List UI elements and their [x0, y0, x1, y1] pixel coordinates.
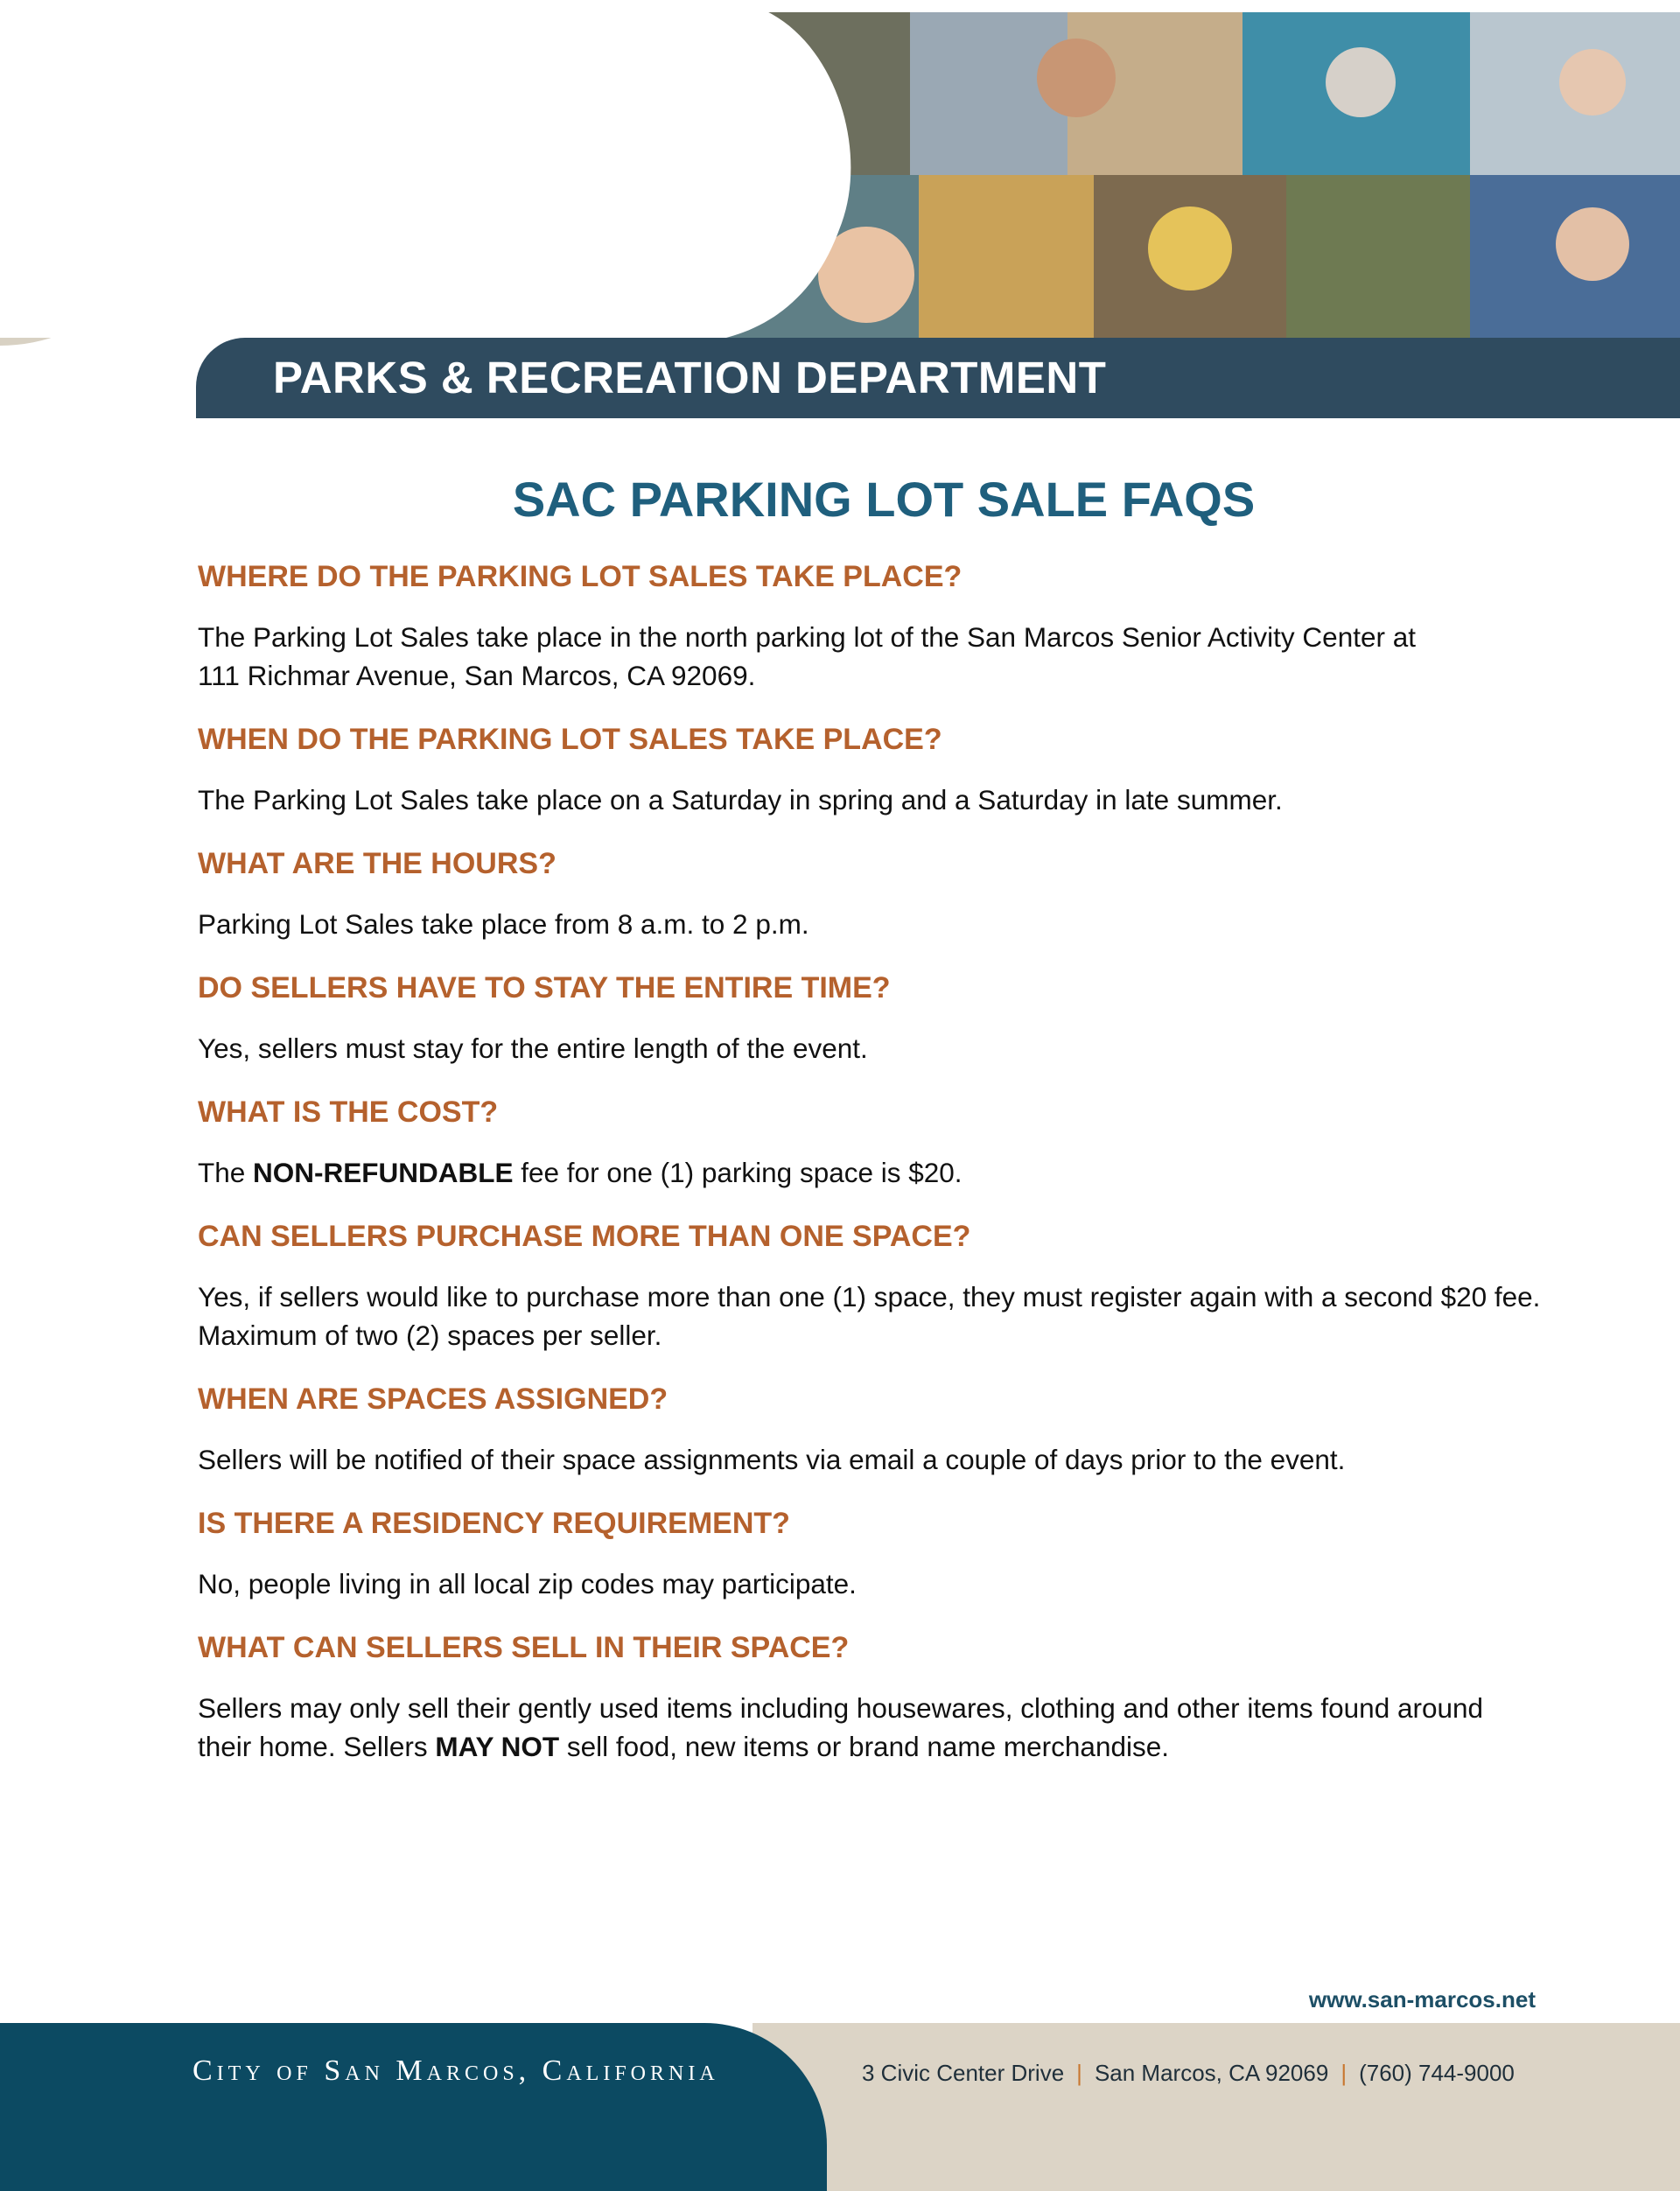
- faq-answer: [198, 1278, 1540, 1354]
- faq-question: WHERE DO THE PARKING LOT SALES TAKE PLACE?: [198, 560, 962, 593]
- faq-question: CAN SELLERS PURCHASE MORE THAN ONE SPACE?: [198, 1220, 971, 1253]
- footer-city-panel: [0, 2023, 827, 2191]
- page-title: SAC PARKING LOT SALE FAQS: [512, 472, 1256, 527]
- header-curve: [0, 0, 1680, 368]
- faq-answer-text: sell food, new items or brand name merchandise.: [559, 1731, 1170, 1762]
- faq-question: WHAT ARE THE HOURS?: [198, 847, 556, 880]
- department-title: PARKS & RECREATION DEPARTMENT: [273, 353, 1107, 402]
- faq-answer-text: The: [198, 1157, 254, 1188]
- faq-answer-line: Sellers may only sell their gently used items including housewares, clothing and other items found around: [198, 1692, 1484, 1724]
- faq-answer: [198, 1689, 1483, 1766]
- footer-website-link[interactable]: www.san-marcos.net: [1308, 1986, 1536, 2012]
- faq-answer-line: Maximum of two (2) spaces per seller.: [198, 1320, 662, 1351]
- footer-contact-panel: [827, 2023, 1680, 2191]
- faq-answer-line: Yes, if sellers would like to purchase more than one (1) space, they must register again with a second $20 fee.: [198, 1281, 1541, 1312]
- faq-answer-line: 111 Richmar Avenue, San Marcos, CA 92069.: [198, 660, 756, 691]
- faq-question: WHAT CAN SELLERS SELL IN THEIR SPACE?: [198, 1631, 850, 1664]
- footer-separator: |: [1076, 2060, 1082, 2086]
- faq-answer-line: [198, 1727, 1483, 1766]
- faq-answer: No, people living in all local zip codes may participate.: [198, 1568, 857, 1600]
- faq-question: WHAT IS THE COST?: [198, 1096, 499, 1129]
- faq-answer-text: their home. Sellers: [198, 1731, 436, 1762]
- footer-address: 3 Civic Center Drive: [862, 2060, 1065, 2086]
- faq-answer: Sellers will be notified of their space assignments via email a couple of days prior to the event.: [198, 1444, 1346, 1475]
- faq-answer-line: The Parking Lot Sales take place in the north parking lot of the San Marcos Senior Activity Center at: [198, 621, 1416, 653]
- footer-contact-info: [862, 2060, 1515, 2087]
- faq-answer: Yes, sellers must stay for the entire length of the event.: [198, 1032, 868, 1064]
- footer-separator: |: [1340, 2060, 1348, 2086]
- faq-answer: [198, 1153, 962, 1192]
- faq-answer-emphasis: MAY NOT: [435, 1731, 560, 1762]
- faq-question: IS THERE A RESIDENCY REQUIREMENT?: [198, 1507, 790, 1540]
- faq-question: WHEN DO THE PARKING LOT SALES TAKE PLACE?: [198, 723, 942, 756]
- faq-answer-emphasis: NON-REFUNDABLE: [253, 1157, 514, 1188]
- footer-phone[interactable]: (760) 744-9000: [1359, 2060, 1515, 2086]
- footer-city-zip: San Marcos, CA 92069: [1094, 2060, 1329, 2086]
- footer-city-name: City of San Marcos, California: [192, 2054, 719, 2087]
- faq-question: DO SELLERS HAVE TO STAY THE ENTIRE TIME?: [198, 971, 891, 1004]
- faq-answer: [198, 618, 1416, 695]
- faq-question: WHEN ARE SPACES ASSIGNED?: [198, 1382, 668, 1416]
- faq-answer: Parking Lot Sales take place from 8 a.m. to 2 p.m.: [198, 908, 809, 940]
- faq-answer: The Parking Lot Sales take place on a Saturday in spring and a Saturday in late summer.: [198, 784, 1283, 816]
- faq-answer-text: fee for one (1) parking space is $20.: [513, 1157, 962, 1188]
